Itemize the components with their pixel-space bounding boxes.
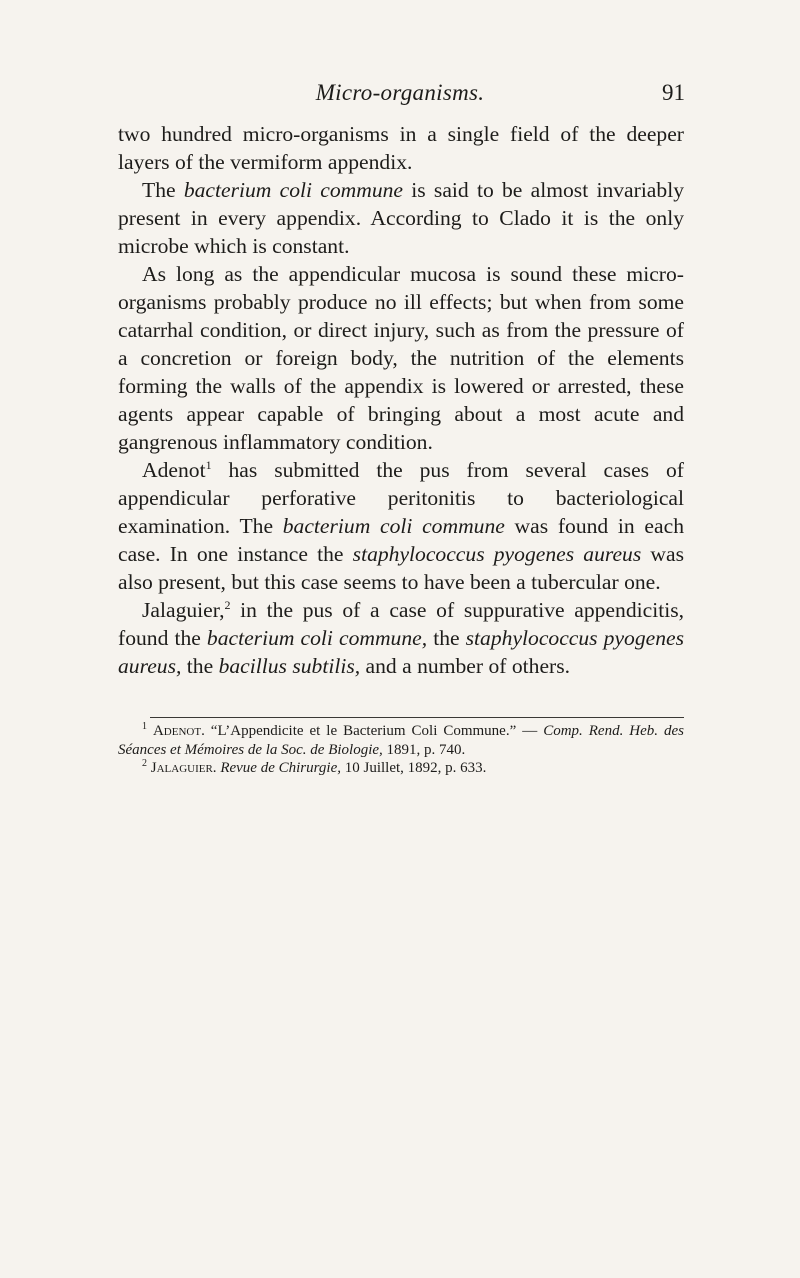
text-run: 10 Juillet, 1892, p. 633. xyxy=(340,760,487,776)
italic-term: bacillus subtilis, xyxy=(218,654,361,678)
footnote-ref-2: 2 xyxy=(224,597,231,612)
footnote-divider xyxy=(150,717,684,718)
paragraph-1-text: two hundred micro-organisms in a single field of the deeper layers of the vermiform appendix. xyxy=(118,122,684,174)
paragraph-3-text: As long as the appendicular mucosa is sound these micro-organisms probably produce no ill effects; but when from some catarrhal condition, or direct injury, such as from the pressure of a concretion or foreign body, the nutrition of the elements forming the walls of the appendix is lowered or arrested, these agents appear capable of bringing about a most acute and gangrenous inflammatory condition. xyxy=(118,262,684,454)
paragraph-1 xyxy=(118,120,684,176)
footnote-ref-1: 1 xyxy=(205,457,212,472)
paragraph-4 xyxy=(118,456,684,596)
text-run: is said to be almost invariably present in every appendix. According to Clado it is the only microbe which is constant. xyxy=(118,178,684,258)
page-number: 91 xyxy=(662,80,685,105)
footnote-2-number: 2 xyxy=(142,758,147,769)
italic-term: staphylococcus pyogenes aureus xyxy=(352,542,642,566)
footnote-1-number: 1 xyxy=(142,721,147,732)
text-run: and a number of others. xyxy=(360,654,571,678)
footnote-2-author: Jalaguier. xyxy=(150,760,217,776)
page-header xyxy=(0,76,800,110)
text-run: Jalaguier, xyxy=(142,598,225,622)
italic-term: bacterium coli commune xyxy=(183,178,404,202)
paragraph-2 xyxy=(118,176,684,260)
italic-term: staphylococcus pyogenes aureus, xyxy=(118,626,684,678)
body-text xyxy=(118,120,684,680)
running-title: Micro-organisms. xyxy=(315,80,485,105)
italic-citation: Revue de Chirurgie, xyxy=(220,760,341,776)
footnote-1-author: Adenot. xyxy=(152,723,205,739)
footnote-2 xyxy=(118,759,684,778)
text-run: has submitted the pus from several cases of appendicular perforative peritonitis to bacteriological examination. The xyxy=(118,458,684,538)
footnote-1 xyxy=(118,722,684,759)
text-run: in the pus of a case of suppurative appendicitis, found the xyxy=(118,598,684,650)
italic-term: bacterium coli commune xyxy=(282,514,505,538)
footnotes xyxy=(118,722,684,778)
text-run: The xyxy=(142,178,184,202)
text-run: 1891, p. 740. xyxy=(382,741,466,758)
text-run: the xyxy=(427,626,466,650)
text-run: Adenot xyxy=(142,458,206,482)
text-run: was also present, but this case seems to have been a tubercular one. xyxy=(118,542,684,594)
italic-citation: Comp. Rend. Heb. des Séances et Mémoires de la Soc. de Biologie, xyxy=(118,723,684,758)
paragraph-3 xyxy=(118,260,684,456)
text-run: was found in each case. In one instance the xyxy=(118,514,684,566)
italic-term: bacterium coli commune, xyxy=(206,626,428,650)
text-run: “L’Appendicite et le Bacterium Coli Commune.” — xyxy=(204,723,544,739)
text-run: the xyxy=(181,654,219,678)
paragraph-5 xyxy=(118,596,684,680)
